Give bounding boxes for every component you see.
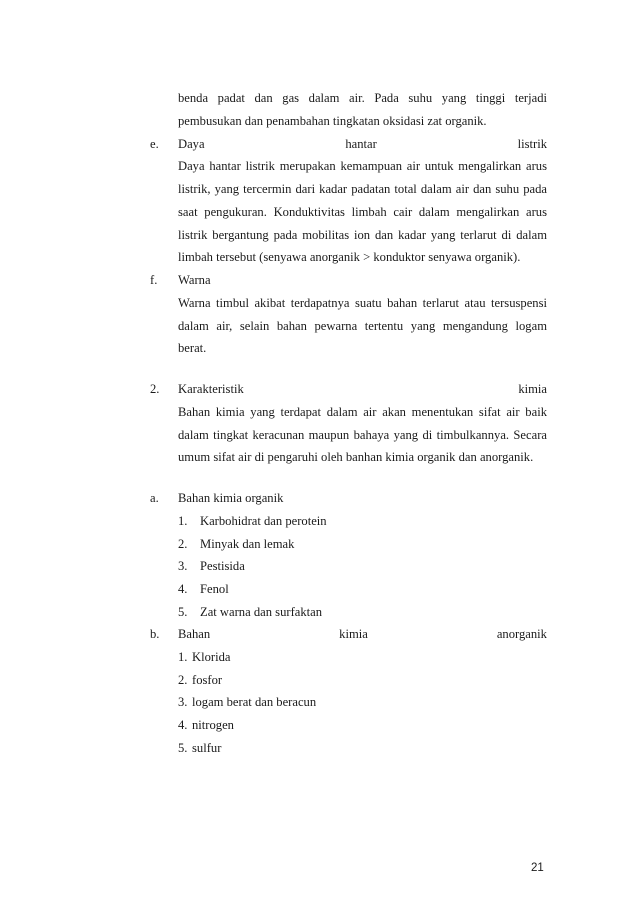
section-number-2: 2. (150, 382, 160, 396)
heading-word: Karakteristik (178, 382, 244, 396)
paragraph-line: saat pengukuran. Konduktivitas limbah cair dalam mengalirkan arus (178, 205, 547, 219)
list-marker-f: f. (150, 273, 158, 287)
paragraph-line: dalam air, selain bahan pewarna tertentu yang mengandung logam (178, 319, 547, 333)
paragraph-line: Daya hantar listrik merupakan kemampuan air untuk mengalirkan arus (178, 159, 547, 173)
heading-word: anorganik (496, 627, 547, 641)
paragraph-line: limbah tersebut (senyawa anorganik > konduktor senyawa organik). (178, 250, 521, 264)
paragraph-line: benda padat dan gas dalam air. Pada suhu yang tinggi terjadi (178, 91, 547, 105)
heading-bahan-kimia-organik: Bahan kimia organik (178, 491, 284, 505)
heading-warna: Warna (178, 273, 211, 287)
list-item: logam berat dan beracun (192, 695, 317, 709)
list-item: Klorida (192, 650, 231, 664)
heading-word: kimia (339, 627, 368, 641)
heading-word: Daya (178, 137, 205, 151)
list-number: 5. (178, 741, 188, 755)
heading-word: hantar (345, 137, 377, 151)
list-item: Minyak dan lemak (200, 537, 295, 551)
list-item: sulfur (192, 741, 222, 755)
heading-word: listrik (517, 137, 547, 151)
heading-bahan-kimia-anorganik (178, 627, 547, 642)
list-number: 4. (178, 582, 188, 596)
paragraph-line: berat. (178, 341, 207, 355)
list-item: Zat warna dan surfaktan (200, 605, 323, 619)
paragraph-line: pembusukan dan penambahan tingkatan oksidasi zat organik. (178, 114, 487, 128)
list-number: 2. (178, 673, 188, 687)
list-item: Fenol (200, 582, 229, 596)
list-number: 2. (178, 537, 188, 551)
list-marker-e: e. (150, 137, 159, 151)
paragraph-line: Warna timbul akibat terdapatnya suatu bahan terlarut atau tersuspensi (178, 296, 547, 310)
list-number: 1. (178, 514, 188, 528)
heading-word: kimia (518, 382, 547, 396)
heading-karakteristik-kimia (178, 382, 547, 397)
paragraph-line: Bahan kimia yang terdapat dalam air akan menentukan sifat air baik (178, 405, 547, 419)
list-number: 4. (178, 718, 188, 732)
list-item: Karbohidrat dan perotein (200, 514, 327, 528)
heading-word: Bahan (178, 627, 211, 641)
list-marker-a: a. (150, 491, 159, 505)
paragraph-line: umum sifat air di pengaruhi oleh banhan kimia organik dan anorganik. (178, 450, 534, 464)
list-number: 3. (178, 695, 188, 709)
list-number: 1. (178, 650, 188, 664)
list-item: Pestisida (200, 559, 245, 573)
paragraph-line: listrik, yang tercermin dari kadar padatan total dalam air dan suhu pada (178, 182, 547, 196)
heading-daya-hantar-listrik (178, 137, 547, 152)
list-number: 3. (178, 559, 188, 573)
list-marker-b: b. (150, 627, 160, 641)
paragraph-line: listrik bergantung pada mobilitas ion dan kadar yang terlarut di dalam (178, 228, 547, 242)
list-item: nitrogen (192, 718, 234, 732)
page-number: 21 (531, 862, 544, 874)
list-number: 5. (178, 605, 188, 619)
paragraph-line: dalam tingkat keracunan maupun bahaya yang di timbulkannya. Secara (178, 428, 547, 442)
list-item: fosfor (192, 673, 223, 687)
